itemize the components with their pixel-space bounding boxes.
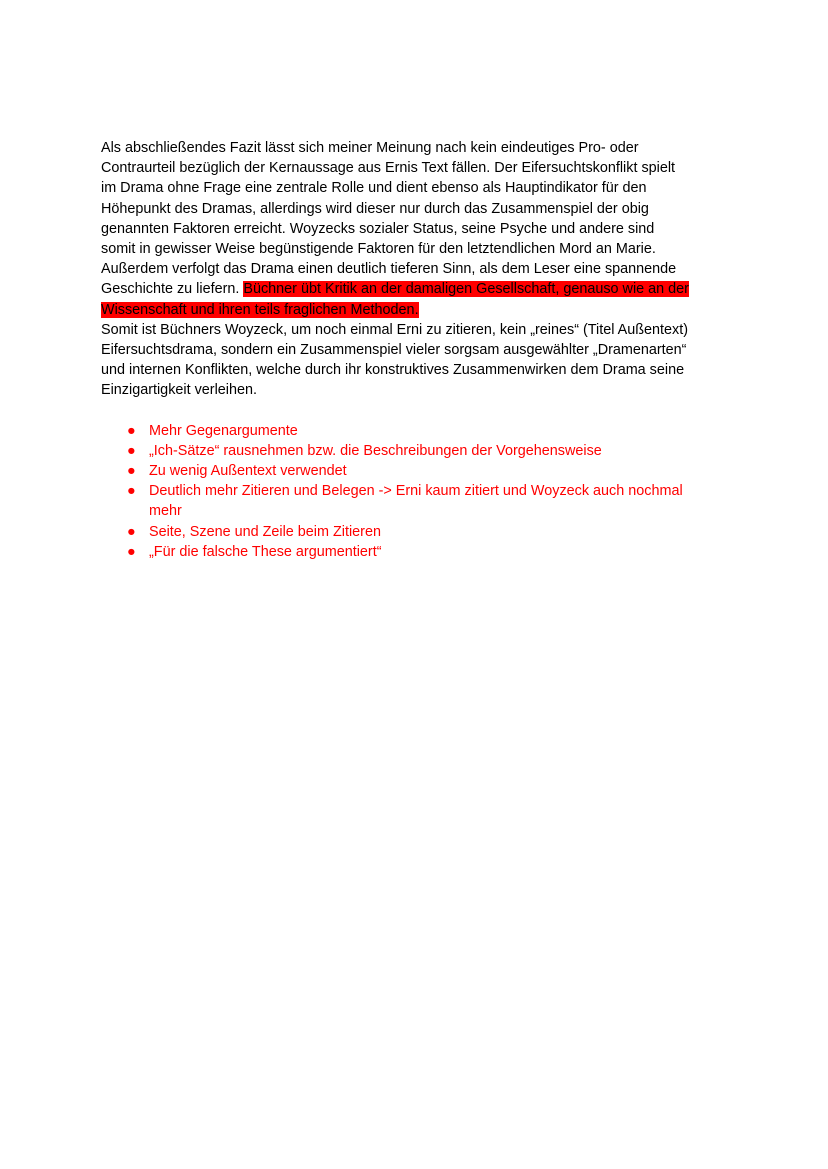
paragraph-text: Geschichte zu liefern. xyxy=(101,281,244,298)
feedback-text: „Ich-Sätze“ rausnehmen bzw. die Beschreibungen der Vorgehensweise xyxy=(149,442,602,459)
paragraph-line: genannten Faktoren erreicht. Woyzecks sozialer Status, seine Psyche und andere sind xyxy=(101,220,655,237)
bullet-icon: ● xyxy=(127,483,136,500)
feedback-text: mehr xyxy=(149,503,182,520)
paragraph-line: Höhepunkt des Dramas, allerdings wird dieser nur durch das Zusammenspiel der obig xyxy=(101,200,649,217)
feedback-item xyxy=(101,421,741,441)
feedback-item xyxy=(101,481,741,521)
feedback-text: Deutlich mehr Zitieren und Belegen -> Erni kaum zitiert und Woyzeck auch nochmal xyxy=(149,483,683,500)
feedback-list xyxy=(101,421,741,562)
bullet-icon: ● xyxy=(127,523,136,540)
feedback-item xyxy=(101,542,741,562)
bullet-icon: ● xyxy=(127,422,136,439)
bullet-icon: ● xyxy=(127,442,136,459)
paragraph-line: Außerdem verfolgt das Drama einen deutlich tieferen Sinn, als dem Leser eine spannende xyxy=(101,261,677,278)
bullet-icon: ● xyxy=(127,543,136,560)
paragraph-line: Als abschließendes Fazit lässt sich meiner Meinung nach kein eindeutiges Pro- oder xyxy=(101,140,639,156)
highlighted-sentence: Büchner übt Kritik an der damaligen Gesellschaft, genauso wie an der xyxy=(243,281,689,298)
paragraph-line: Einzigartigkeit verleihen. xyxy=(101,382,257,399)
conclusion-paragraph xyxy=(101,138,741,401)
paragraph-line-with-highlight xyxy=(101,279,741,299)
paragraph-line: somit in gewisser Weise begünstigende Faktoren für den letztendlichen Mord an Marie. xyxy=(101,241,656,258)
paragraph-line: und internen Konflikten, welche durch ihr konstruktives Zusammenwirken dem Drama seine xyxy=(101,362,685,379)
bullet-icon: ● xyxy=(127,463,136,480)
paragraph-line: Contraurteil bezüglich der Kernaussage aus Ernis Text fällen. Der Eifersuchtskonflikt spielt xyxy=(101,160,676,177)
feedback-text: Mehr Gegenargumente xyxy=(149,422,298,439)
paragraph-line: Somit ist Büchners Woyzeck, um noch einmal Erni zu zitieren, kein „reines“ (Titel Außentext) xyxy=(101,321,689,338)
feedback-item xyxy=(101,522,741,542)
paragraph-line: Eifersuchtsdrama, sondern ein Zusammenspiel vieler sorgsam ausgewählter „Dramenarten“ xyxy=(101,342,687,359)
feedback-text: Zu wenig Außentext verwendet xyxy=(149,463,347,480)
highlighted-sentence: Wissenschaft und ihren teils fraglichen Methoden. xyxy=(101,301,419,318)
paragraph-line: im Drama ohne Frage eine zentrale Rolle und dient ebenso als Hauptindikator für den xyxy=(101,180,647,197)
feedback-text: „Für die falsche These argumentiert“ xyxy=(149,543,382,560)
feedback-item xyxy=(101,441,741,461)
paragraph-line-with-highlight xyxy=(101,300,741,320)
feedback-item xyxy=(101,461,741,481)
feedback-text: Seite, Szene und Zeile beim Zitieren xyxy=(149,523,381,540)
document-body xyxy=(101,138,741,562)
